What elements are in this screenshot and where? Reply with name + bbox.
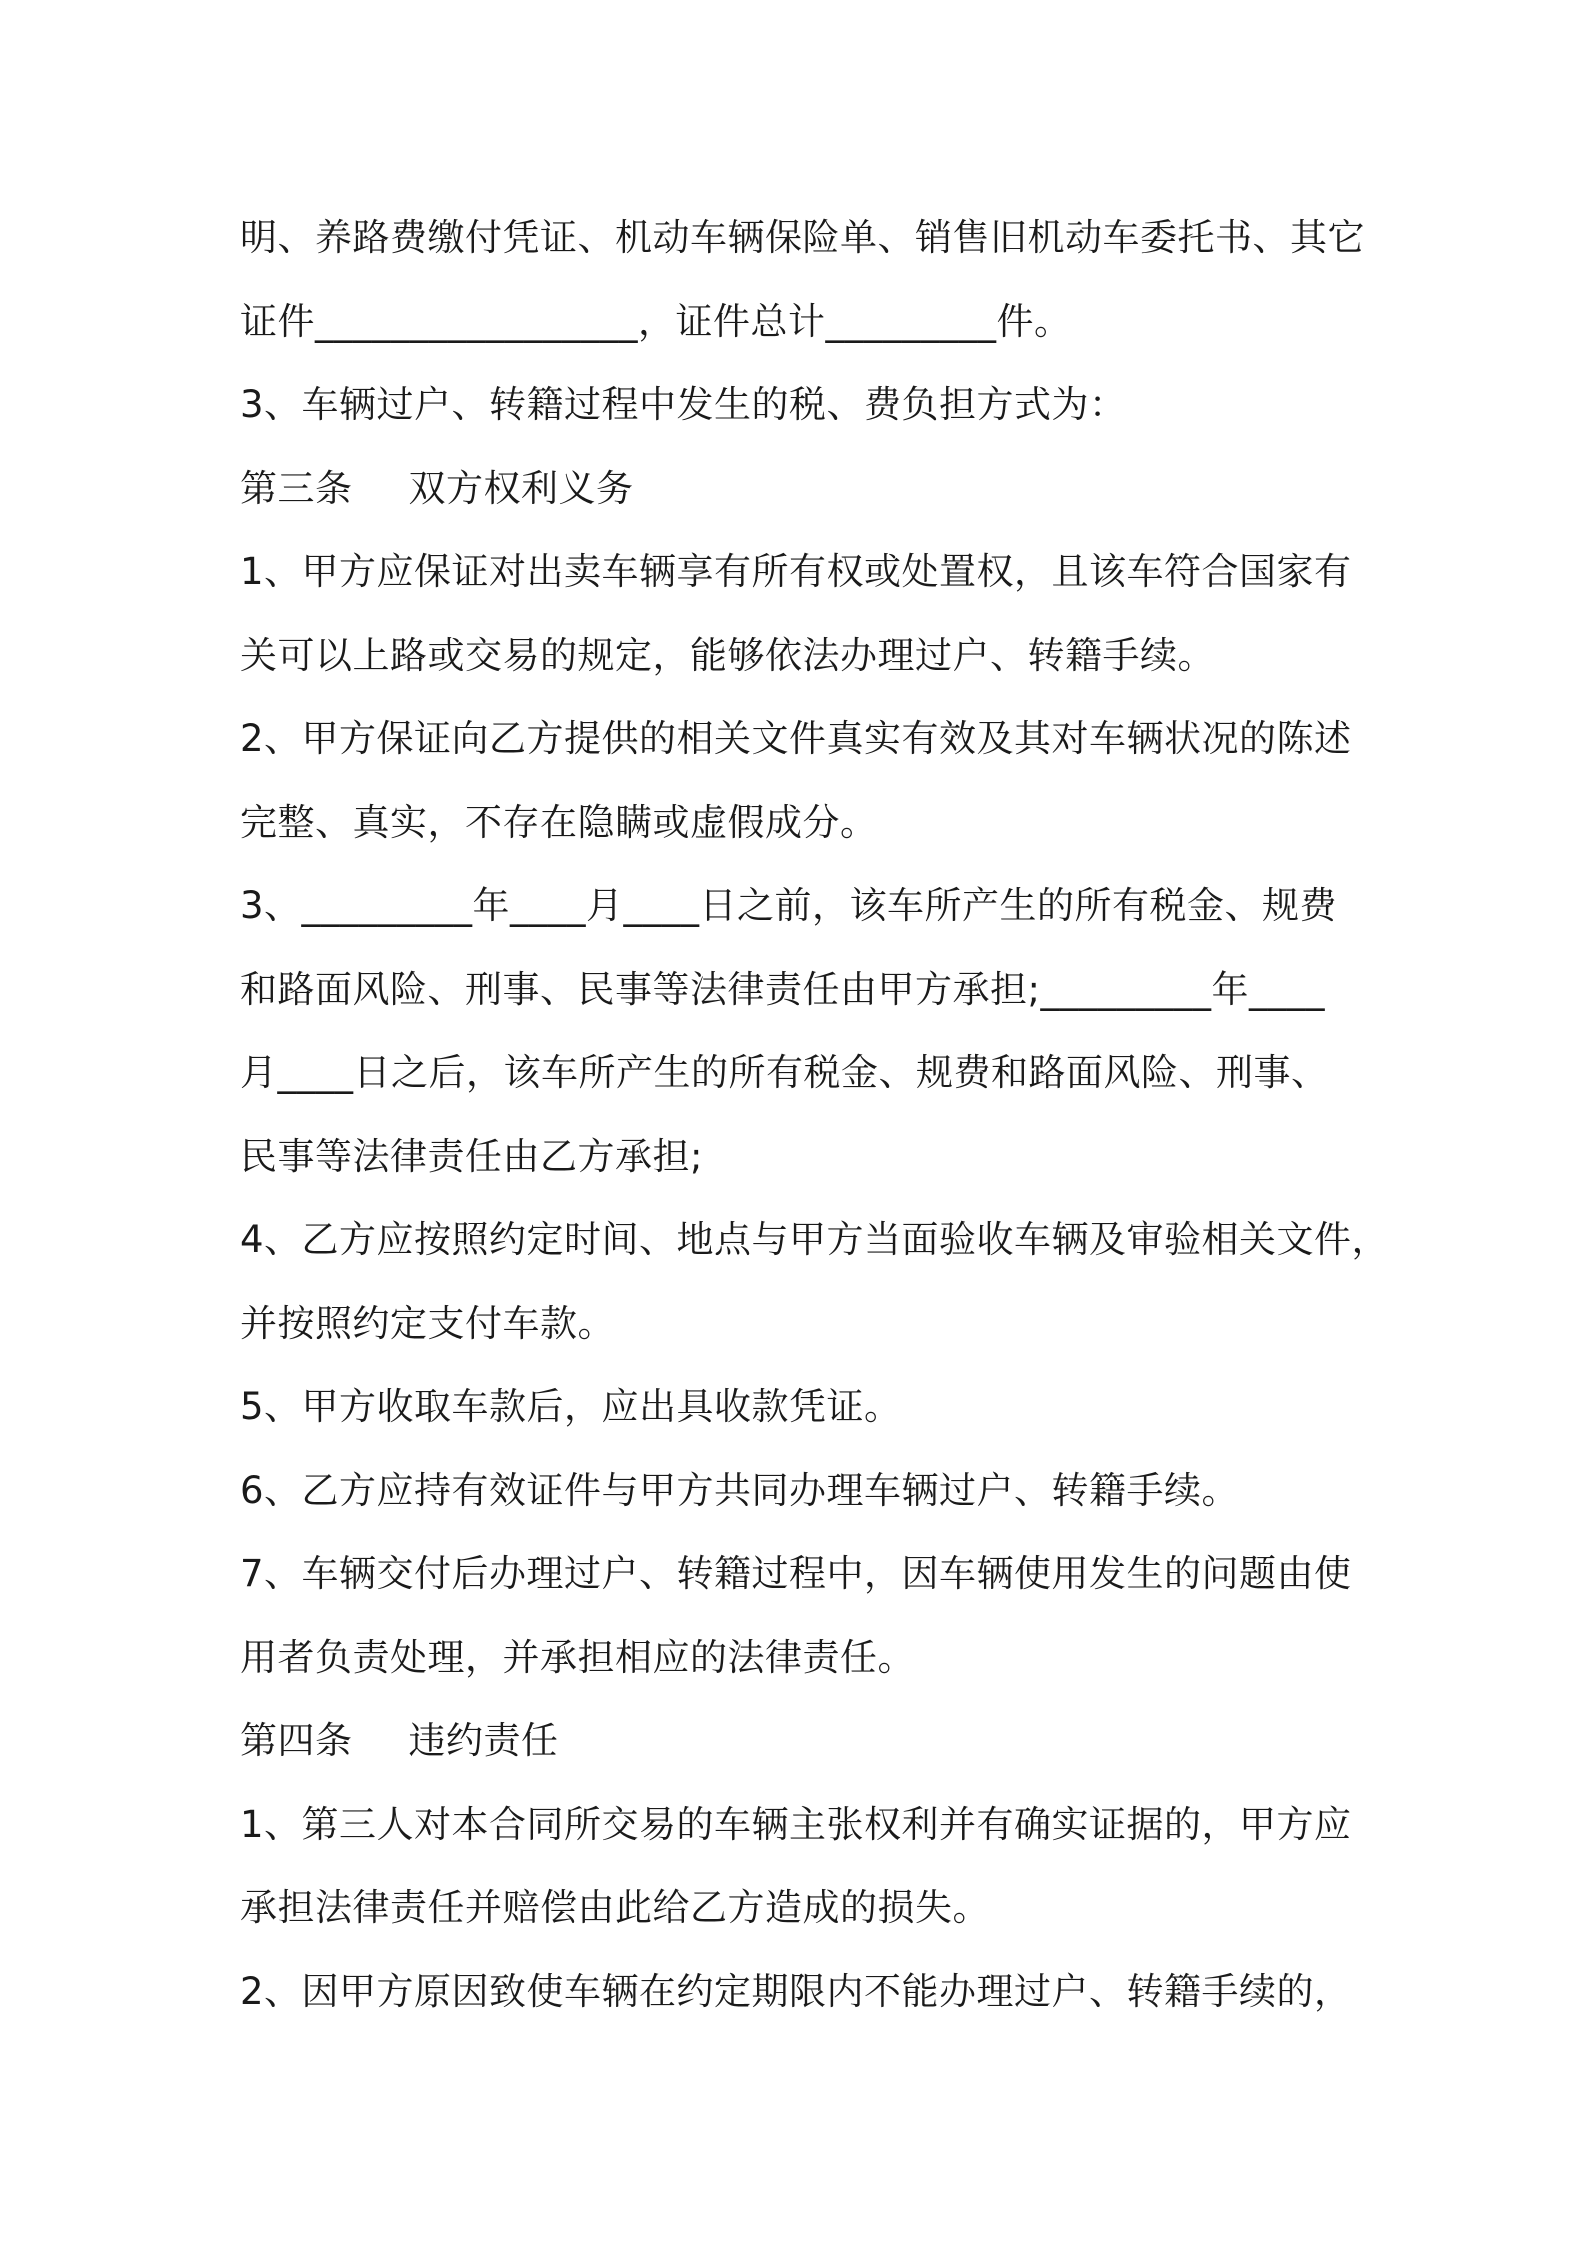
text-line: 1、甲方应保证对出卖车辆享有所有权或处置权，且该车符合国家有 xyxy=(240,550,1352,593)
text-line: 2、因甲方原因致使车辆在约定期限内不能办理过户、转籍手续的， xyxy=(240,1969,1352,2013)
text-line: 完整、真实，不存在隐瞒或虚假成分。 xyxy=(240,800,878,844)
text-line: 证件_________________，证件总计_________件。 xyxy=(240,299,1072,343)
document-body xyxy=(240,196,1400,2033)
text-line: 和路面风险、刑事、民事等法律责任由甲方承担;_________年____ xyxy=(240,967,1325,1011)
article-heading-4 xyxy=(240,1699,1400,1783)
text-line: 明、养路费缴付凭证、机动车辆保险单、销售旧机动车委托书、其它 xyxy=(240,216,1365,259)
article-title: 违约责任 xyxy=(408,1719,559,1762)
text-line: 用者负责处理，并承担相应的法律责任。 xyxy=(240,1635,915,1679)
text-line: 2、甲方保证向乙方提供的相关文件真实有效及其对车辆状况的陈述 xyxy=(240,717,1352,760)
text-line: 7、车辆交付后办理过户、转籍过程中，因车辆使用发生的问题由使 xyxy=(240,1552,1352,1595)
text-line: 3、车辆过户、转籍过程中发生的税、费负担方式为： xyxy=(240,383,1127,426)
text-line: 月____日之后，该车所产生的所有税金、规费和路面风险、刑事、 xyxy=(240,1051,1329,1094)
text-line: 6、乙方应持有效证件与甲方共同办理车辆过户、转籍手续。 xyxy=(240,1468,1240,1512)
text-line: 关可以上路或交易的规定，能够依法办理过户、转籍手续。 xyxy=(240,633,1215,677)
article-title: 双方权利义务 xyxy=(408,466,634,510)
text-line: 并按照约定支付车款。 xyxy=(240,1301,615,1345)
article-number: 第四条 xyxy=(240,1719,353,1762)
article-number: 第三条 xyxy=(240,466,353,510)
article-heading-3 xyxy=(240,447,1400,531)
text-line: 4、乙方应按照约定时间、地点与甲方当面验收车辆及审验相关文件， xyxy=(240,1218,1390,1261)
text-line: 5、甲方收取车款后，应出具收款凭证。 xyxy=(240,1385,902,1428)
text-line: 1、第三人对本合同所交易的车辆主张权利并有确实证据的，甲方应 xyxy=(240,1802,1352,1846)
text-line: 承担法律责任并赔偿由此给乙方造成的损失。 xyxy=(240,1886,990,1929)
text-line: 3、_________年____月____日之前，该车所产生的所有税金、规费 xyxy=(240,884,1338,927)
text-line: 民事等法律责任由乙方承担; xyxy=(240,1134,703,1178)
